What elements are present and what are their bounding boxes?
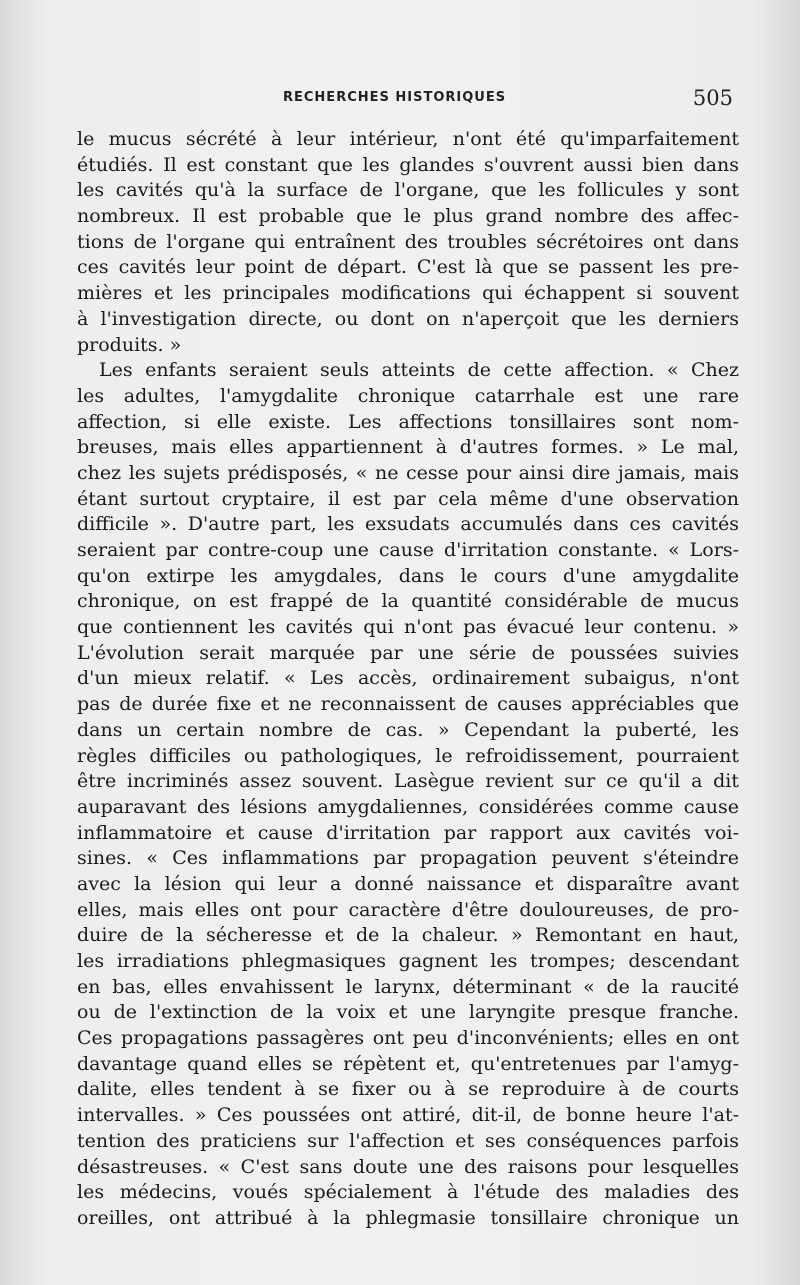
text-line: les adultes, l'amygdalite chronique catarrhale est une rare [77,384,739,407]
text-line: dalite, elles tendent à se fixer ou à se reproduire à de courts [77,1078,739,1101]
text-line: à l'investigation directe, ou dont on n'aperçoit que les derniers [77,307,739,330]
text-line: produits. » [77,333,182,356]
text-line: intervalles. » Ces poussées ont attiré, dit-il, de bonne heure l'at- [77,1104,739,1127]
text-line: le mucus sécrété à leur intérieur, n'ont été qu'imparfaitement [77,128,739,150]
text-line: difficile ». D'autre part, les exsudats accumulés dans ces cavités [77,513,739,536]
text-line: étant surtout cryptaire, il est par cela même d'une observation [77,487,739,510]
text-line: étudiés. Il est constant que les glandes s'ouvrent aussi bien dans [77,153,739,176]
text-line: règles difficiles ou pathologiques, le refroidissement, pourraient [77,744,739,767]
text-line: chronique, on est frappé de la quantité considérable de mucus [77,590,739,613]
text-line: les médecins, voués spécialement à l'étude des maladies des [77,1181,739,1204]
text-line: inflammatoire et cause d'irritation par rapport aux cavités voi- [77,821,739,844]
text-line: seraient par contre-coup une cause d'irritation constante. « Lors- [77,539,739,561]
text-line: tions de l'organe qui entraînent des troubles sécrétoires ont dans [77,230,739,253]
text-line: nombreux. Il est probable que le plus grand nombre des affec- [77,205,739,228]
text-line: les irradiations phlegmasiques gagnent les trompes; descendant [77,950,739,972]
text-line: Les enfants seraient seuls atteints de cette affection. « Chez [99,359,739,382]
text-line: avec la lésion qui leur a donné naissance et disparaître avant [77,872,739,895]
text-line: davantage quand elles se répètent et, qu'entretenues par l'amyg- [77,1052,739,1075]
page-number: 505 [692,86,733,110]
text-line: elles, mais elles ont pour caractère d'être douloureuses, de pro- [77,898,739,921]
text-line: être incriminés assez souvent. Lasègue revient sur ce qu'il a dit [77,770,739,793]
text-line: ou de l'extinction de la voix et une laryngite presque franche. [77,1001,739,1024]
text-line: sines. « Ces inflammations par propagation peuvent s'éteindre [77,847,739,870]
text-line: d'un mieux relatif. « Les accès, ordinairement subaigus, n'ont [77,667,739,690]
text-line: Ces propagations passagères ont peu d'inconvénients; elles en ont [77,1027,739,1050]
text-line: pas de durée fixe et ne reconnaissent de causes appréciables que [77,693,739,716]
text-line: tention des praticiens sur l'affection et ses conséquences parfois [77,1129,739,1152]
text-line: dans un certain nombre de cas. » Cependant la puberté, les [77,718,739,741]
text-line: ces cavités leur point de départ. C'est là que se passent les pre- [77,256,739,279]
text-line: duire de la sécheresse et de la chaleur. » Remontant en haut, [77,924,739,947]
text-line: désastreuses. « C'est sans doute une des raisons pour lesquelles [77,1155,739,1178]
body-text [77,127,739,1232]
text-line: en bas, elles envahissent le larynx, déterminant « de la raucité [77,975,739,998]
text-line: les cavités qu'à la surface de l'organe, que les follicules y sont [77,179,739,202]
text-line: chez les sujets prédisposés, « ne cesse pour ainsi dire jamais, mais [77,461,739,484]
text-line: oreilles, ont attribué à la phlegmasie tonsillaire chronique un [77,1206,739,1229]
text-line: affection, si elle existe. Les affections tonsillaires sont nom- [77,410,739,433]
text-line: que contiennent les cavités qui n'ont pas évacué leur contenu. » [77,616,739,639]
text-line: breuses, mais elles appartiennent à d'autres formes. » Le mal, [77,436,739,459]
running-title: RECHERCHES HISTORIQUES [283,90,507,105]
page-header [77,86,733,114]
text-line: auparavant des lésions amygdaliennes, considérées comme cause [77,795,739,818]
text-line: mières et les principales modifications qui échappent si souvent [77,282,739,305]
text-line: L'évolution serait marquée par une série de poussées suivies [77,641,739,664]
text-line: qu'on extirpe les amygdales, dans le cours d'une amygdalite [77,564,739,587]
